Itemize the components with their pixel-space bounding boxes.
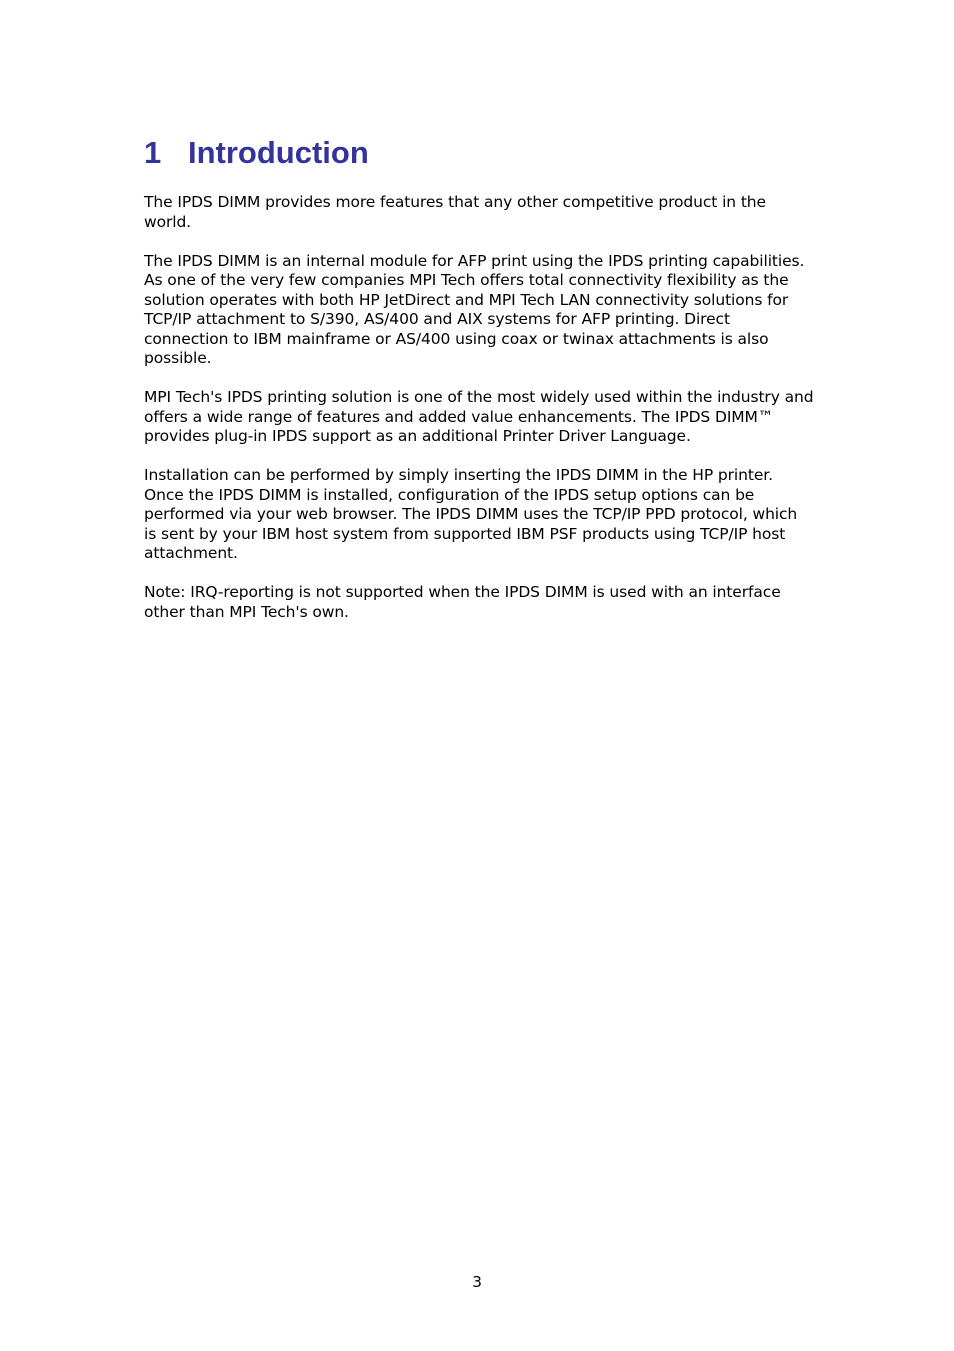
paragraph-note: Note: IRQ-reporting is not supported when the IPDS DIMM is used with an interface other than MPI Tech's own. [144, 583, 781, 621]
paragraph-installation: Installation can be performed by simply inserting the IPDS DIMM in the HP printer. Once the IPDS DIMM is installed, configuration of the IPDS setup options can be performed via your web browser. The IPDS DIMM uses the TCP/IP PPD protocol, which is sent by your IBM host system from supported IBM PSF products using TCP/IP host attachment. [144, 466, 798, 562]
page-content [144, 135, 814, 642]
page-number: 3 [472, 1273, 482, 1291]
paragraph-ipds-solution: MPI Tech's IPDS printing solution is one of the most widely used within the industry and offers a wide range of features and added value enhancements. The IPDS DIMM™ provides plug-in IPDS support as an additional Printer Driver Language. [144, 388, 814, 445]
section-heading [144, 135, 814, 171]
paragraph-module-description: The IPDS DIMM is an internal module for AFP print using the IPDS printing capabilities. As one of the very few companies MPI Tech offers total connectivity flexibility as the solution operates with both HP JetDirect and MPI Tech LAN connectivity solutions for TCP/IP attachment to S/390, AS/400 and AIX systems for AFP printing. Direct connection to IBM mainframe or AS/400 using coax or twinax attachments is also possible. [144, 251, 805, 367]
paragraph-features: The IPDS DIMM provides more features that any other competitive product in the world. [144, 193, 766, 231]
section-number: 1 [144, 135, 162, 170]
section-title: Introduction [188, 135, 369, 170]
